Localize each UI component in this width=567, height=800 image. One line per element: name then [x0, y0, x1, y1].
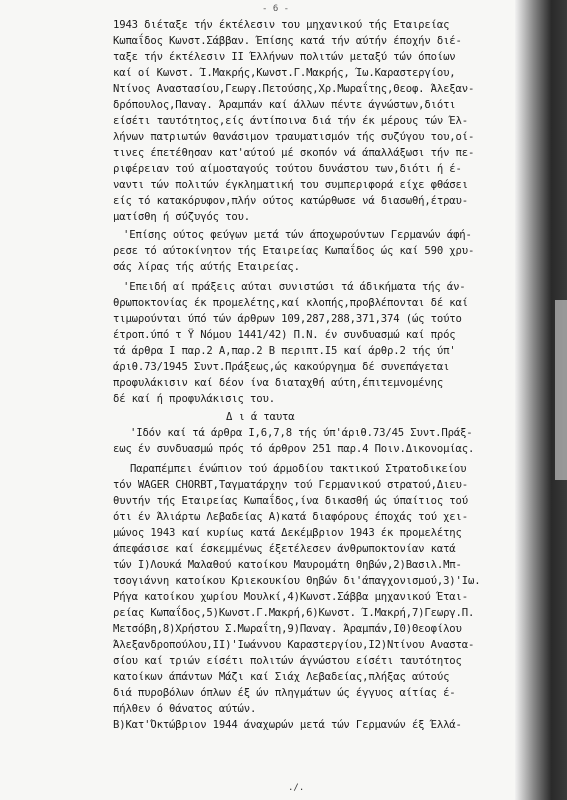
text-line: τιμωρούνται ύπό τών άρθρων 109,287,288,371,374 (ώς τούτο [113, 313, 462, 325]
text-line: 'Ιδόν καί τά άρθρα I,6,7,8 τής ύπ'άριθ.73/45 Συντ.Πράξ- [130, 427, 473, 439]
text-line: είς τό κατακόρυφον,πλήν ούτος κατώρθωσε νά διασωθή,έτραυ- [113, 195, 468, 207]
page-continuation-mark: ./. [288, 783, 305, 793]
text-line: Β)Κατ'Όκτώβριον 1944 άναχωρών μετά τών Γερμανών έξ Έλλά- [113, 719, 462, 731]
text-line: Ρήγα κατοίκου χωρίου Μουλκί,4)Κωνστ.Σάββα μηχανικού Έται- [113, 591, 468, 603]
text-line: ταξε τήν έκτέλεσιν II Έλλήνων πολιτών μεταξύ τών όποίων [113, 51, 456, 63]
text-line: σίου καί τριών είσέτι πολιτών άγνώστου είσέτι ταυτότητος [113, 655, 462, 667]
page-number-mark: - 6 - [262, 4, 290, 14]
text-line: δέ καί ή προφυλάκισις του. [113, 393, 275, 405]
text-line: Άλεξανδροπούλου,II)'Ιωάννου Καραστεργίου,I2)Ντίνου Αναστα- [113, 639, 475, 651]
text-line: 'Επειδή αί πράξεις αύται συνιστώσι τά άδικήματα τής άν- [123, 281, 466, 293]
text-line: εως έν συνδυασμώ πρός τό άρθρον 251 παρ.4 Ποιν.Δικονομίας. [113, 443, 475, 455]
text-line: Ντίνος Αναστασίου,Γεωργ.Πετούσης,Χρ.Μωραΐτης,Θεοφ. Άλεξαν- [113, 83, 475, 95]
text-line: ρεσε τό αύτοκίνητον τής Εταιρείας Κωπαΐδος ώς καί 590 χρυ- [113, 245, 475, 257]
text-line: δρόπουλος,Παναγ. Άραμπάν καί άλλων πέντε άγνώστων,διότι [113, 99, 456, 111]
text-line: θρωποκτονίας έκ προμελέτης,καί κλοπής,προβλέπονται δέ καί [113, 297, 468, 309]
text-line: ναντι τών πολιτών έγκληματική του συμπεριφορά είχε φθάσει [113, 179, 468, 191]
text-line: τινες έπετέθησαν κατ'αύτού μέ σκοπόν νά άπαλλάξωσι τήν πε- [113, 147, 475, 159]
text-line: λήνων πατριωτών θανάσιμον τραυματισμόν τής συζύγου του,οί- [113, 131, 475, 143]
text-line: άριθ.73/1945 Συντ.Πράξεως,ώς κακούργημα δέ συνεπάγεται [113, 361, 450, 373]
text-line: 1943 διέταξε τήν έκτέλεσιν του μηχανικού τής Εταιρείας [113, 19, 450, 31]
text-line: άπεφάσισε καί έσκεμμένως έξετέλεσεν άνθρωποκτονίαν κατά [113, 543, 456, 555]
text-line: τά άρθρα I παρ.2 Α,παρ.2 Β περιπτ.I5 καί άρθρ.2 τής ύπ' [113, 345, 456, 357]
text-line: τόν WAGER CHORBT,Ταγματάρχην τού Γερμανικού στρατού,Διευ- [113, 479, 468, 491]
text-line: Μετσόβη,8)Χρήστου Σ.Μωραΐτη,9)Παναγ. Άραμπάν,I0)Θεοφίλου [113, 623, 462, 635]
text-line: ματίσθη ή σύζυγός του. [113, 211, 251, 223]
text-line: τών I)Λουκά Μαλαθού κατοίκου Μαυρομάτη Θηβών,2)Βασιλ.Μπ- [113, 559, 462, 571]
text-line: 'Επίσης ούτος φεύγων μετά τών άποχωρούντων Γερμανών άφή- [123, 229, 472, 241]
text-line: προφυλάκισιν καί δέον ίνα διαταχθή αύτη,έπιτεμνομένης [113, 377, 444, 389]
text-line: είσέτι ταυτότητος,είς άντίποινα διά τήν έκ μέρους τών Έλ- [113, 115, 468, 127]
scan-edge-highlight [555, 300, 567, 480]
text-line: έτροπ.ύπό τ Ϋ Νόμου 1441/42) Π.Ν. έν συνδυασμώ καί πρός [113, 329, 456, 341]
text-line: τσογιάννη κατοίκου Κριεκουκίου Θηβών δι'άπαγχονισμού,3)'Ιω. [113, 575, 481, 587]
text-line: ότι έν Άλιάρτω Λεβαδείας Α)κατά διαφόρους έποχάς τού χει- [113, 511, 468, 523]
text-line: κατοίκων άπάντων Μάζι καί Σιάχ Λεβαδείας,πλήξας αύτούς [113, 671, 450, 683]
text-line: ρείας Κωπαΐδος,5)Κωνστ.Γ.Μακρή,6)Κωνστ. Ί.Μακρή,7)Γεωργ.Π. [113, 607, 475, 619]
text-line: ριφέρειαν τού αίμοσταγούς τούτου δυνάστου των,διότι ή έ- [113, 163, 462, 175]
text-line: πήλθεν ό θάνατος αύτών. [113, 703, 257, 715]
text-line: Δ ι ά ταυτα [226, 411, 295, 423]
text-line: Κωπαΐδος Κωνστ.Σάββαν. Έπίσης κατά τήν αύτήν έποχήν διέ- [113, 35, 462, 47]
text-line: θυντήν τής Εταιρείας Κωπαΐδος,ίνα δικασθή ώς ύπαίτιος τού [113, 495, 468, 507]
text-line: μώνος 1943 καί κυρίως κατά Δεκέμβριον 1943 έκ προμελέτης [113, 527, 462, 539]
text-line: Παραπέμπει ένώπιον τού άρμοδίου τακτικού Στρατοδικείου [130, 463, 467, 475]
text-line: σάς λίρας τής αύτής Εταιρείας. [113, 261, 300, 273]
text-line: διά πυροβόλων όπλων έξ ών πληγμάτων ώς έγγυος αίτίας έ- [113, 687, 456, 699]
text-line: καί οί Κωνστ. Ί.Μακρής,Κωνστ.Γ.Μακρής, Ίω.Καραστεργίου, [113, 67, 456, 79]
